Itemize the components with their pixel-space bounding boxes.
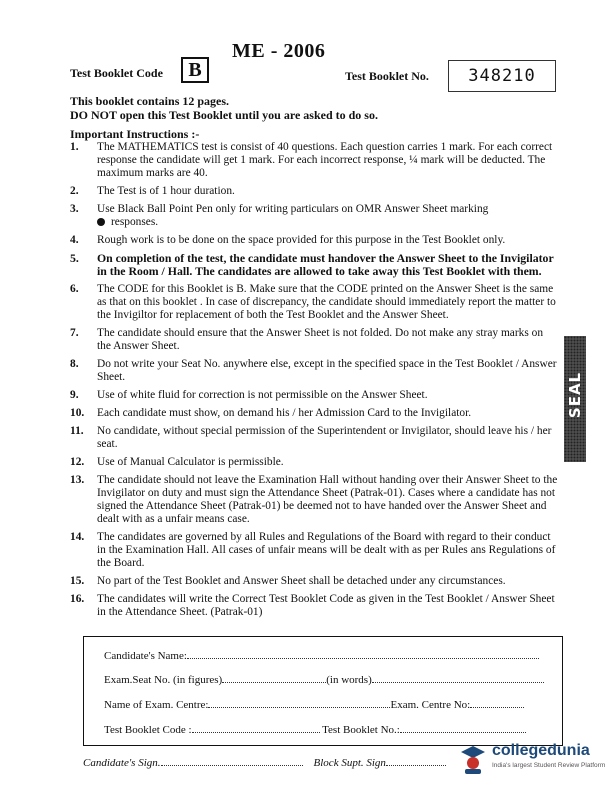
instruction-item: 9. Use of white fluid for correction is not permissible on the Answer Sheet.	[70, 389, 428, 401]
candidate-name-label: Candidate's Name:	[104, 650, 187, 662]
instructions-title: Important Instructions :-	[70, 127, 200, 141]
block-supt-sign-field[interactable]	[386, 756, 446, 766]
instruction-item: 4. Rough work is to be done on the space provided for this purpose in the Test Booklet only.	[70, 234, 506, 246]
booklet-number-label: Test Booklet No.	[345, 69, 429, 83]
seat-words-field[interactable]	[372, 673, 544, 683]
instruction-item: 14. The candidates are governed by all Rules and Regulations of the Board with regard to their conduct in the Examination Hall. All cases of unfair means will be dealt with as per Rules ans Regulations of the Board.	[70, 531, 556, 569]
instruction-item: 15. No part of the Test Booklet and Answer Sheet shall be detached under any circumstances.	[70, 575, 506, 587]
booklet-code-label: Test Booklet Code	[70, 66, 163, 80]
exam-centre-name-label: Name of Exam. Centre:	[104, 699, 209, 711]
exam-centre-no-label: Exam. Centre No:	[390, 699, 471, 711]
seat-figures-field[interactable]	[222, 673, 326, 683]
watermark-logo	[456, 740, 606, 784]
booklet-number-box: 348210	[448, 60, 556, 92]
instruction-item: 11. No candidate, without special permission of the Superintendent or Invigilator, should leave his / her seat.	[70, 425, 552, 450]
instruction-item: 2. The Test is of 1 hour duration.	[70, 185, 235, 197]
seat-number-row	[104, 673, 544, 686]
instruction-item: 7. The candidate should ensure that the Answer Sheet is not folded. Do not make any stray marks on the Answer Sheet.	[70, 327, 544, 352]
candidate-details-form	[83, 636, 563, 746]
exam-centre-name-field[interactable]	[208, 698, 390, 708]
filled-bubble-icon	[97, 218, 105, 226]
form-booklet-code-label: Test Booklet Code :	[104, 724, 192, 736]
seat-words-label: (in words)	[326, 674, 372, 686]
candidate-sign-field[interactable]	[161, 756, 303, 766]
exam-centre-row	[104, 698, 524, 711]
booklet-code-box: B	[181, 57, 209, 83]
form-booklet-code-field[interactable]	[192, 723, 320, 733]
watermark-name: collegedunia	[492, 742, 590, 759]
instructions-list	[70, 141, 558, 624]
instruction-item: 3. Use Black Ball Point Pen only for writing particulars on OMR Answer Sheet marking responses.	[70, 203, 489, 228]
exam-centre-no-field[interactable]	[470, 698, 524, 708]
exam-title: ME - 2006	[232, 40, 326, 62]
instruction-item: 6. The CODE for this Booklet is B. Make sure that the CODE printed on the Answer Sheet is the same as that on this booklet . In case of discrepancy, the candidate should immediately report the matter to the Invigiltor for replacement of both the Test Booklet and the Answer Sheet.	[70, 283, 556, 321]
instruction-item: 5. On completion of the test, the candidate must handover the Answer Sheet to the Invigilator in the Room / Hall. The candidates are allowed to take away this Test Booklet with them.	[70, 251, 554, 278]
do-not-open-notice: DO NOT open this Test Booklet until you are asked to do so.	[70, 108, 378, 122]
candidate-sign-label: Candidate's Sign.	[83, 757, 161, 769]
instruction-item: 16. The candidates will write the Correct Test Booklet Code as given in the Test Booklet / Answer Sheet in the Attendance Sheet. (Patrak-01)	[70, 593, 555, 618]
form-booklet-no-label: Test Booklet No.:	[322, 724, 400, 736]
watermark-tagline: India's largest Student Review Platform	[492, 762, 606, 769]
instruction-item: 8. Do not write your Seat No. anywhere else, except in the specified space in the Test Booklet / Answer Sheet.	[70, 358, 557, 383]
seat-figures-label: Exam.Seat No. (in figures)	[104, 674, 223, 686]
seal-stamp: SEAL	[564, 336, 586, 462]
candidate-name-field[interactable]	[187, 649, 539, 659]
pages-notice: This booklet contains 12 pages.	[70, 94, 230, 108]
block-supt-sign-label: Block Supt. Sign	[313, 757, 386, 769]
instruction-item: 1. The MATHEMATICS test is consist of 40 questions. Each question carries 1 mark. For each correct response the candidate will get 1 mark. For each incorrect response, ¼ mark will be deducted. The maximum marks are 40.	[70, 141, 553, 179]
graduate-icon	[460, 744, 486, 774]
booklet-info-row	[104, 723, 526, 736]
instruction-item: 13. The candidate should not leave the Examination Hall without handing over their Answer Sheet to the Invigilator on duty and must sign the Attendance Sheet (Patrak-01). Cases where a candidate has not signed the Attendance Sheet (Patrak-01) be deemed not to have handed over the Answer Sheet and dealt with as a unfair means case.	[70, 474, 558, 525]
candidate-name-row	[104, 649, 539, 662]
instruction-item: 10. Each candidate must show, on demand his / her Admission Card to the Invigilator.	[70, 407, 472, 419]
instruction-item: 12. Use of Manual Calculator is permissible.	[70, 456, 284, 468]
form-booklet-no-field[interactable]	[400, 723, 526, 733]
signature-footer	[83, 756, 446, 769]
